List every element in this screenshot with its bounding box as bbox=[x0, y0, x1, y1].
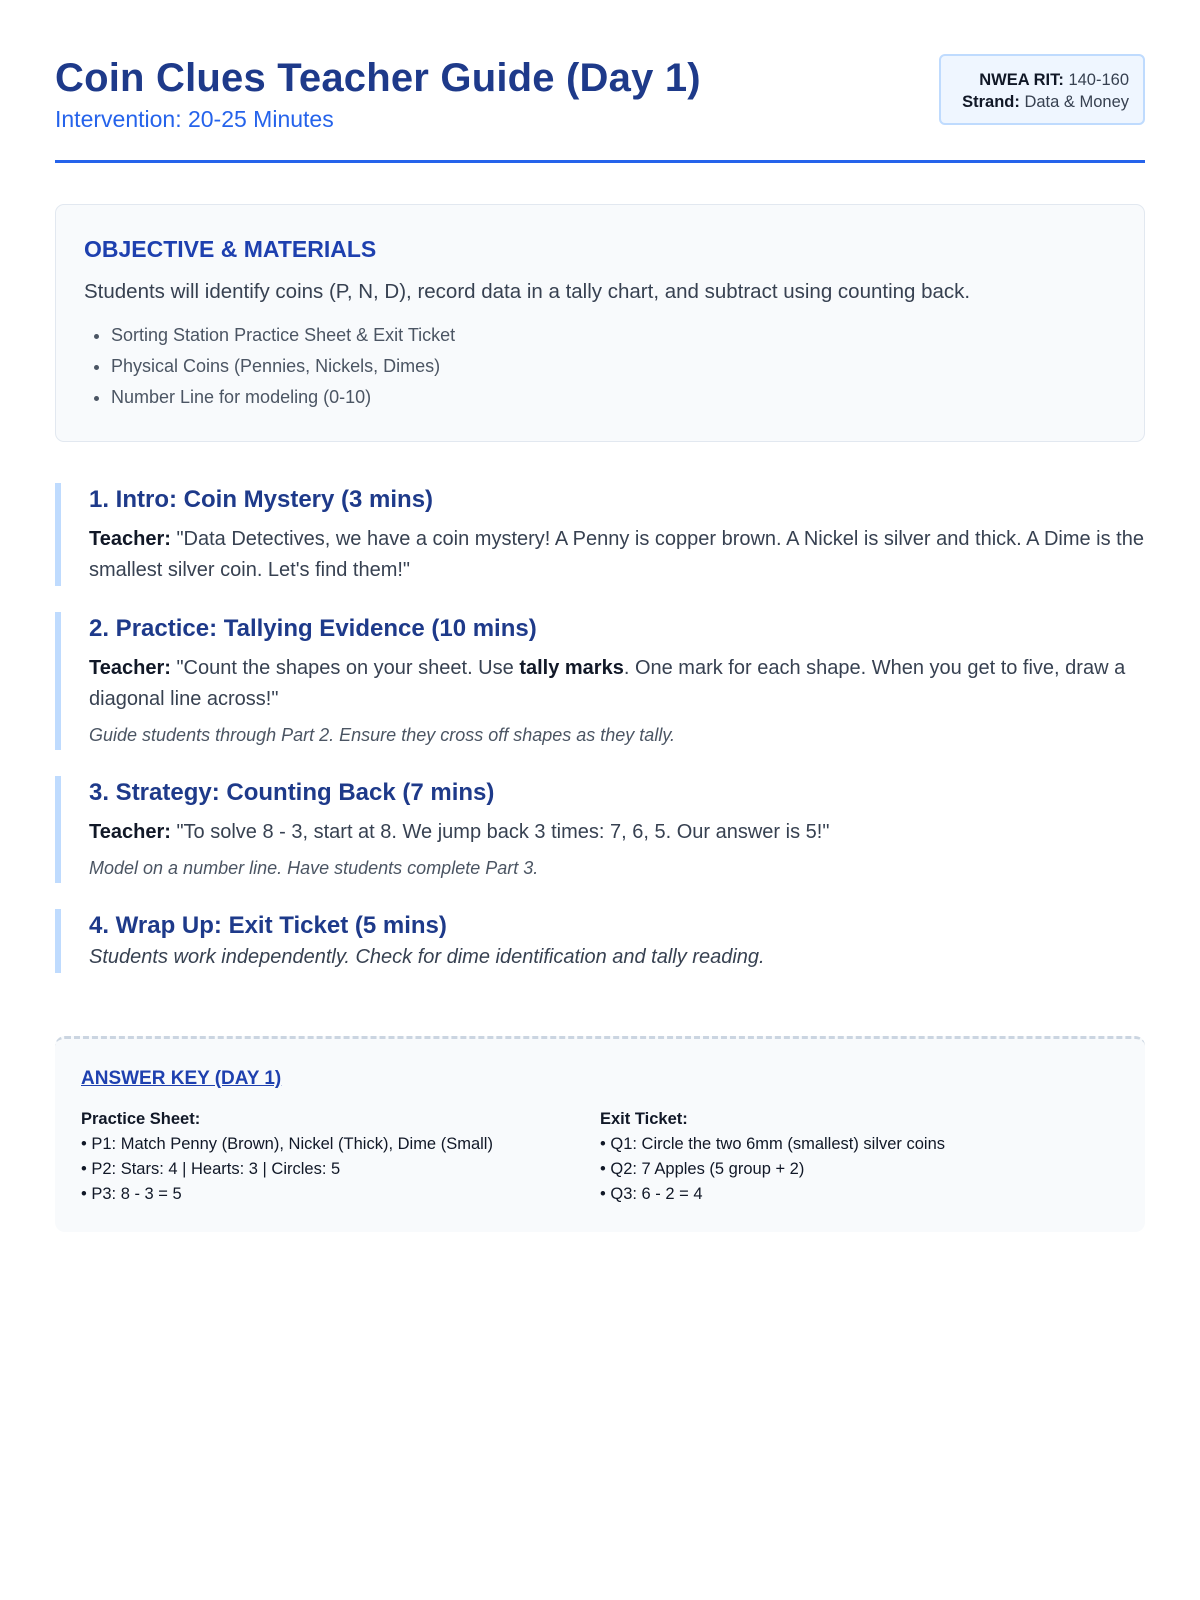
step-note: Model on a number line. Have students complete Part 3. bbox=[89, 858, 539, 878]
objective-heading: OBJECTIVE & MATERIALS bbox=[84, 236, 377, 262]
practice-sheet-answers bbox=[81, 1107, 600, 1207]
teacher-script-text: "Count the shapes on your sheet. Use bbox=[170, 657, 520, 679]
lesson-steps bbox=[55, 483, 1145, 973]
exit-ticket-heading: Exit Ticket: bbox=[600, 1110, 688, 1128]
step-title: 2. Practice: Tallying Evidence (10 mins) bbox=[89, 615, 537, 642]
objective-text: Students will identify coins (P, N, D), record data in a tally chart, and subtract using counting back. bbox=[84, 280, 971, 303]
page-header bbox=[55, 0, 1145, 163]
rit-value: 140-160 bbox=[1063, 71, 1129, 89]
teacher-script-text: . One mark for each shape. When you get to five, draw a diagonal line across!" bbox=[89, 657, 1126, 710]
step-teacher-script bbox=[89, 817, 1145, 848]
tally-marks-emphasis: tally marks bbox=[519, 657, 624, 679]
materials-item: • Number Line for modeling (0-10) bbox=[111, 382, 1116, 413]
answer-item: • P2: Stars: 4 | Hearts: 3 | Circles: 5 bbox=[81, 1160, 341, 1178]
materials-item: • Physical Coins (Pennies, Nickels, Dimes) bbox=[111, 351, 1116, 382]
answer-item: • Q2: 7 Apples (5 group + 2) bbox=[600, 1160, 805, 1178]
answer-key-columns bbox=[81, 1107, 1119, 1207]
step-intro bbox=[55, 483, 1145, 586]
objective-panel bbox=[55, 204, 1145, 442]
answer-key-panel bbox=[55, 1036, 1145, 1232]
teacher-script-text: "To solve 8 - 3, start at 8. We jump back 3 times: 7, 6, 5. Our answer is 5!" bbox=[170, 821, 830, 843]
step-teacher-script bbox=[89, 524, 1145, 586]
strand-label: Strand: bbox=[962, 93, 1020, 111]
standards-info-box bbox=[939, 54, 1145, 125]
answer-item: • P1: Match Penny (Brown), Nickel (Thick), Dime (Small) bbox=[81, 1135, 493, 1153]
answer-item: • P3: 8 - 3 = 5 bbox=[81, 1185, 182, 1203]
step-teacher-script bbox=[89, 653, 1145, 715]
step-strategy bbox=[55, 776, 1145, 883]
step-practice bbox=[55, 612, 1145, 750]
materials-item: • Sorting Station Practice Sheet & Exit Ticket bbox=[111, 320, 1116, 351]
rit-label: NWEA RIT: bbox=[979, 71, 1064, 89]
page-title: Coin Clues Teacher Guide (Day 1) bbox=[55, 56, 701, 100]
materials-list bbox=[84, 320, 1116, 413]
step-wrap-up bbox=[55, 909, 1145, 973]
teacher-label: Teacher: bbox=[89, 821, 171, 843]
step-note: Guide students through Part 2. Ensure they cross off shapes as they tally. bbox=[89, 725, 675, 745]
teacher-script-text: "Data Detectives, we have a coin mystery! A Penny is copper brown. A Nickel is silver and thick. A Dime is the smallest silver coin. Let's find them!" bbox=[89, 528, 1144, 581]
rit-row bbox=[941, 69, 1129, 91]
teacher-label: Teacher: bbox=[89, 657, 171, 679]
answer-item: • Q3: 6 - 2 = 4 bbox=[600, 1185, 703, 1203]
answer-item: • Q1: Circle the two 6mm (smallest) silver coins bbox=[600, 1135, 946, 1153]
step-title: 3. Strategy: Counting Back (7 mins) bbox=[89, 779, 495, 806]
step-title: 1. Intro: Coin Mystery (3 mins) bbox=[89, 486, 434, 513]
step-note: Students work independently. Check for dime identification and tally reading. bbox=[89, 946, 765, 968]
step-title: 4. Wrap Up: Exit Ticket (5 mins) bbox=[89, 912, 447, 939]
page-subtitle: Intervention: 20-25 Minutes bbox=[55, 106, 334, 132]
practice-sheet-heading: Practice Sheet: bbox=[81, 1110, 201, 1128]
strand-row bbox=[941, 91, 1129, 113]
strand-value: Data & Money bbox=[1019, 93, 1129, 111]
exit-ticket-answers bbox=[600, 1107, 1119, 1207]
teacher-label: Teacher: bbox=[89, 528, 171, 550]
answer-key-heading: ANSWER KEY (DAY 1) bbox=[81, 1068, 282, 1089]
